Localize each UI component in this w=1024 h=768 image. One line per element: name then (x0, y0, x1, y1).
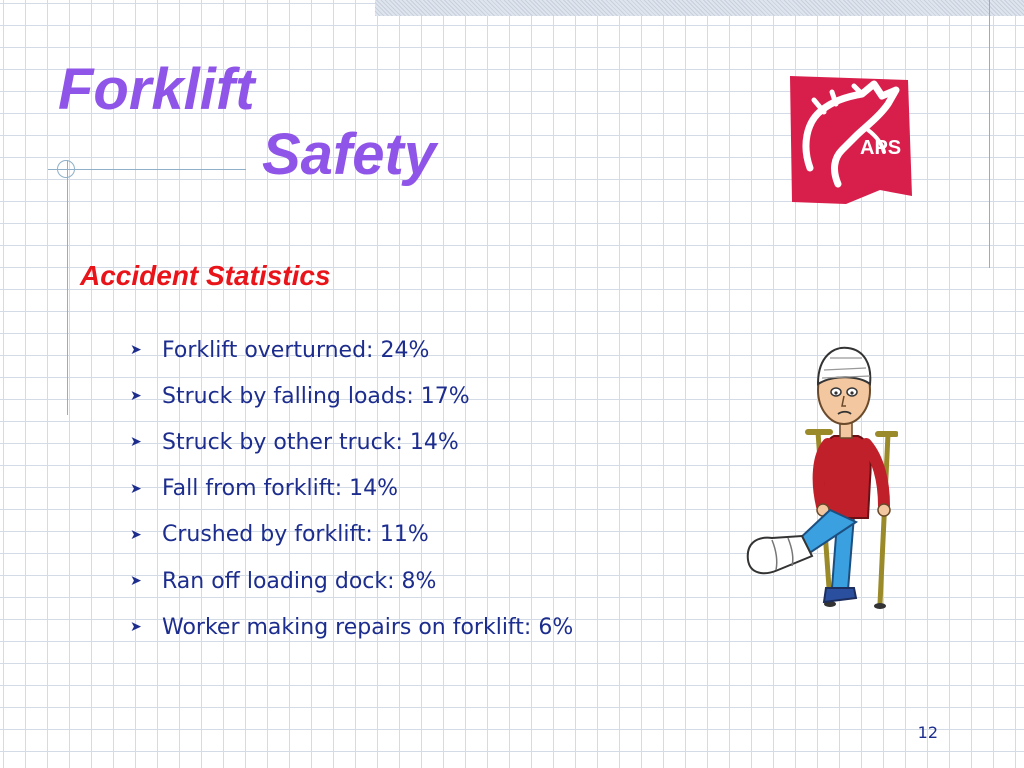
bullet-text: Worker making repairs on forklift: 6% (162, 614, 574, 640)
arrow-bullet-icon: ➤ (130, 619, 142, 636)
arrow-bullet-icon: ➤ (130, 480, 142, 497)
arrow-bullet-icon: ➤ (130, 526, 142, 543)
bullet-text: Forklift overturned: 24% (162, 337, 430, 363)
aps-logo (784, 72, 914, 206)
bullet-text: Fall from forklift: 14% (162, 476, 399, 502)
page-number: 12 (917, 723, 938, 742)
title-divider-line (48, 169, 246, 170)
list-item (130, 419, 573, 465)
bullet-text: Crushed by forklift: 11% (162, 522, 429, 548)
arrow-bullet-icon: ➤ (130, 388, 142, 405)
statistics-list (130, 327, 573, 650)
bullet-text: Struck by falling loads: 17% (162, 383, 470, 409)
arrow-bullet-icon: ➤ (130, 434, 142, 451)
section-subtitle: Accident Statistics (80, 260, 331, 291)
arrow-bullet-icon: ➤ (130, 342, 142, 359)
left-vertical-line (67, 160, 68, 415)
injured-worker-crutches-illustration (738, 340, 898, 620)
list-item (130, 466, 573, 512)
divider-circle (57, 160, 75, 178)
list-item (130, 373, 573, 419)
list-item (130, 512, 573, 558)
list-item (130, 327, 573, 373)
slide-title-line1: Forklift (58, 57, 255, 122)
list-item (130, 604, 573, 650)
list-item (130, 558, 573, 604)
slide-title-line2: Safety (262, 122, 437, 187)
bullet-text: Struck by other truck: 14% (162, 429, 459, 455)
arrow-bullet-icon: ➤ (130, 573, 142, 590)
top-decorative-band (375, 0, 1024, 16)
bullet-text: Ran off loading dock: 8% (162, 568, 437, 594)
logo-text: APS (860, 137, 902, 159)
right-vertical-line (989, 0, 990, 268)
